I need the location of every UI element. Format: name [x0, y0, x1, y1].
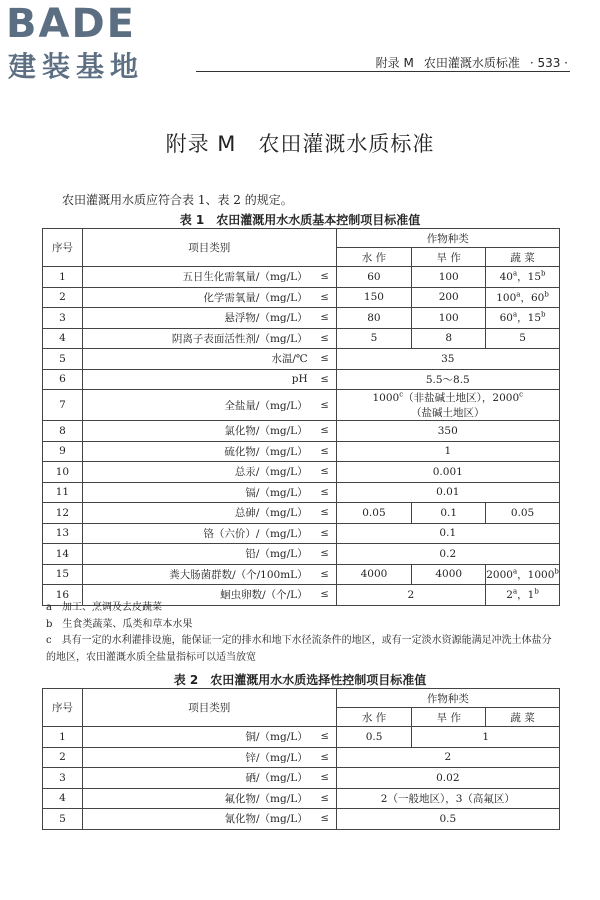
- note-b: b 生食类蔬菜、瓜类和草本水果: [46, 618, 193, 630]
- table2-value-all: 2: [336, 747, 559, 768]
- table1-row: [43, 390, 560, 421]
- table2-header-row: [43, 689, 560, 708]
- table1-le-sign: ≤: [314, 421, 336, 442]
- table2-caption: 表 2 农田灌溉用水水质选择性控制项目标准值: [173, 673, 427, 687]
- footnote-mark: a: [516, 290, 521, 299]
- table1-le-sign: ≤: [314, 287, 336, 308]
- table1-seq: 2: [43, 287, 83, 308]
- table1-value-c3: [486, 564, 560, 585]
- table1-item: 悬浮物/（mg/L）: [82, 308, 313, 329]
- table2-row: [43, 788, 560, 809]
- table2-value-c23: 1: [412, 727, 560, 748]
- value-part: （盐碱土地区）: [411, 407, 485, 419]
- table1-le-sign: ≤: [314, 503, 336, 524]
- table1: [42, 228, 560, 606]
- table1-seq: 10: [43, 462, 83, 483]
- table2-row: [43, 768, 560, 789]
- footnote-mark: a: [512, 310, 518, 319]
- table2-value-all: 2（一般地区），3（高氟区）: [336, 788, 559, 809]
- table1-value-c1: 0.05: [336, 503, 412, 524]
- table2-item: 硒/（mg/L）: [82, 768, 313, 789]
- table1-row: [43, 267, 560, 288]
- table1-row: [43, 544, 560, 565]
- table1-item: 氯化物/（mg/L）: [82, 421, 313, 442]
- table1-le-sign: ≤: [314, 328, 336, 349]
- table1-value-c1: 5: [336, 328, 412, 349]
- intro-text: 农田灌溉用水质应符合表 1、表 2 的规定。: [62, 193, 293, 207]
- table2-seq: 5: [43, 809, 83, 830]
- table1-value-c2: 100: [412, 267, 486, 288]
- table2-head-c2: 旱 作: [412, 708, 486, 727]
- table1-value-c3: [486, 308, 560, 329]
- table1-le-sign: ≤: [314, 308, 336, 329]
- table1-value-all: 5.5～8.5: [336, 369, 559, 390]
- table2-item: 氟化物/（mg/L）: [82, 788, 313, 809]
- table2-head-crop: 作物种类: [336, 689, 559, 708]
- table1-item: 全盐量/（mg/L）: [82, 390, 313, 421]
- table1-row: [43, 369, 560, 390]
- table1-item: 总砷/（mg/L）: [82, 503, 313, 524]
- table1-value-c1: 150: [336, 287, 412, 308]
- table1-head-c3: 蔬 菜: [486, 248, 560, 267]
- table2-value-c1: 0.5: [336, 727, 412, 748]
- table1-seq: 15: [43, 564, 83, 585]
- table2-le-sign: ≤: [314, 768, 336, 789]
- table1-row: [43, 503, 560, 524]
- table1-value-c12: 2: [336, 585, 486, 606]
- table1-value-c2: 8: [412, 328, 486, 349]
- table1-row: [43, 462, 560, 483]
- value-part: ，60: [520, 291, 545, 304]
- footnote-mark: a: [512, 587, 518, 596]
- table1-value-c3: [486, 503, 560, 524]
- table2-le-sign: ≤: [314, 727, 336, 748]
- table1-value-c1: 60: [336, 267, 412, 288]
- table1-item: 水温/℃: [82, 349, 313, 370]
- table1-le-sign: ≤: [314, 523, 336, 544]
- table1-item: 五日生化需氧量/（mg/L）: [82, 267, 313, 288]
- brand-tagline: 建装基地: [8, 50, 145, 83]
- value-part: ，1000: [517, 568, 555, 581]
- table2-seq: 1: [43, 727, 83, 748]
- table1-seq: 3: [43, 308, 83, 329]
- table1-value-all: [336, 390, 559, 421]
- table1-header-row: [43, 229, 560, 248]
- table2-row: [43, 727, 560, 748]
- table1-row: [43, 308, 560, 329]
- table1-row: [43, 523, 560, 544]
- table1-le-sign: ≤: [314, 585, 336, 606]
- table1-le-sign: ≤: [314, 390, 336, 421]
- table1-le-sign: ≤: [314, 349, 336, 370]
- value-part: 5: [519, 332, 526, 345]
- table2-head-c1: 水 作: [336, 708, 412, 727]
- table1-row: [43, 287, 560, 308]
- value-part: 40: [499, 271, 513, 284]
- table1-head-crop: 作物种类: [336, 229, 559, 248]
- table1-value-c2: 4000: [412, 564, 486, 585]
- footnote-mark: c: [399, 390, 404, 399]
- table2: [42, 688, 560, 830]
- value-part: ，15: [517, 271, 542, 284]
- table1-item: 镉/（mg/L）: [82, 482, 313, 503]
- table1-seq: 16: [43, 585, 83, 606]
- table1-value-c3: [486, 287, 560, 308]
- table1-item: pH: [82, 369, 313, 390]
- table1-value-all: 350: [336, 421, 559, 442]
- table1-notes: [46, 600, 556, 666]
- table1-value-c3: [486, 267, 560, 288]
- table1-seq: 5: [43, 349, 83, 370]
- table1-value-c1: 80: [336, 308, 412, 329]
- footnote-mark: b: [534, 587, 539, 596]
- table1-le-sign: ≤: [314, 441, 336, 462]
- table1-value-all: 0.1: [336, 523, 559, 544]
- table1-le-sign: ≤: [314, 369, 336, 390]
- table1-value-c2: 100: [412, 308, 486, 329]
- footnote-mark: b: [554, 567, 559, 576]
- table1-row: [43, 441, 560, 462]
- footnote-mark: c: [519, 390, 524, 399]
- table1-item: 化学需氧量/（mg/L）: [82, 287, 313, 308]
- value-part: 60: [499, 312, 513, 325]
- table2-row: [43, 747, 560, 768]
- footnote-mark: b: [541, 310, 546, 319]
- table2-seq: 2: [43, 747, 83, 768]
- table2-head-item: 项目类别: [82, 689, 336, 727]
- table2-head-seq: 序号: [43, 689, 83, 727]
- table1-item: 铬（六价）/（mg/L）: [82, 523, 313, 544]
- note-c2: 的地区，农田灌溉水质全盐量指标可以适当放宽: [46, 651, 256, 663]
- table1-value-all: 35: [336, 349, 559, 370]
- table2-seq: 3: [43, 768, 83, 789]
- value-part: 2: [506, 589, 513, 602]
- table2-seq: 4: [43, 788, 83, 809]
- table1-seq: 6: [43, 369, 83, 390]
- footnote-mark: b: [541, 269, 546, 278]
- value-part: 2000: [486, 568, 513, 581]
- table2-item: 氰化物/（mg/L）: [82, 809, 313, 830]
- table1-seq: 4: [43, 328, 83, 349]
- table1-seq: 9: [43, 441, 83, 462]
- table1-head-c1: 水 作: [336, 248, 412, 267]
- page-number: · 533 ·: [529, 56, 568, 70]
- footnote-mark: a: [512, 269, 518, 278]
- table1-row: [43, 349, 560, 370]
- table1-le-sign: ≤: [314, 267, 336, 288]
- brand-logo: BADE: [6, 1, 136, 47]
- table2-le-sign: ≤: [314, 809, 336, 830]
- table1-value-c2: 0.1: [412, 503, 486, 524]
- table2-item: 锌/（mg/L）: [82, 747, 313, 768]
- table2-le-sign: ≤: [314, 747, 336, 768]
- page-title: 附录 M 农田灌溉水质标准: [165, 132, 435, 156]
- table1-item: 阴离子表面活性剂/（mg/L）: [82, 328, 313, 349]
- table1-head-item: 项目类别: [82, 229, 336, 267]
- table1-item: 粪大肠菌群数/（个/100mL）: [82, 564, 313, 585]
- table1-head-seq: 序号: [43, 229, 83, 267]
- table2-value-all: 0.5: [336, 809, 559, 830]
- footnote-mark: b: [544, 290, 549, 299]
- table1-seq: 7: [43, 390, 83, 421]
- table1-row: [43, 482, 560, 503]
- table2-le-sign: ≤: [314, 788, 336, 809]
- table1-le-sign: ≤: [314, 482, 336, 503]
- table1-value-all: 0.2: [336, 544, 559, 565]
- table1-row: [43, 421, 560, 442]
- table1-item: 总汞/（mg/L）: [82, 462, 313, 483]
- table1-value-all: 0.001: [336, 462, 559, 483]
- table1-row: [43, 564, 560, 585]
- table1-seq: 11: [43, 482, 83, 503]
- table1-value-c1: 4000: [336, 564, 412, 585]
- value-part: ，1: [517, 589, 535, 602]
- value-part: ，15: [517, 312, 542, 325]
- table2-value-all: 0.02: [336, 768, 559, 789]
- table1-row: [43, 328, 560, 349]
- value-part: （非盐碱土地区），2000: [403, 392, 520, 404]
- value-part: 1000: [372, 392, 400, 404]
- table1-item: 蛔虫卵数/（个/L）: [82, 585, 313, 606]
- table1-value-all: 0.01: [336, 482, 559, 503]
- table1-seq: 8: [43, 421, 83, 442]
- table1-seq: 14: [43, 544, 83, 565]
- table1-le-sign: ≤: [314, 564, 336, 585]
- table1-seq: 12: [43, 503, 83, 524]
- header-rule: [196, 71, 570, 72]
- table1-seq: 13: [43, 523, 83, 544]
- value-part: 0.05: [510, 506, 535, 519]
- table2-item: 铜/（mg/L）: [82, 727, 313, 748]
- footnote-mark: a: [512, 567, 518, 576]
- note-c1: c 具有一定的水利灌排设施，能保证一定的排水和地下水径流条件的地区，或有一定淡水资源能满足冲洗土体盐分: [46, 635, 552, 646]
- running-head: [366, 54, 568, 71]
- table1-value-c3: [486, 328, 560, 349]
- header-section: 附录 M: [375, 56, 414, 70]
- table2-head-c3: 蔬 菜: [486, 708, 560, 727]
- table1-item: 铅/（mg/L）: [82, 544, 313, 565]
- table1-seq: 1: [43, 267, 83, 288]
- value-part: 100: [496, 291, 517, 304]
- table2-row: [43, 809, 560, 830]
- table1-le-sign: ≤: [314, 462, 336, 483]
- table1-head-c2: 旱 作: [412, 248, 486, 267]
- table1-caption: 表 1 农田灌溉用水水质基本控制项目标准值: [179, 213, 421, 227]
- table1-value-c2: 200: [412, 287, 486, 308]
- header-title: 农田灌溉水质标准: [423, 56, 520, 70]
- table1-value-all: 1: [336, 441, 559, 462]
- table1-item: 硫化物/（mg/L）: [82, 441, 313, 462]
- note-a: a 加工、烹调及去皮蔬菜: [46, 602, 162, 613]
- table1-le-sign: ≤: [314, 544, 336, 565]
